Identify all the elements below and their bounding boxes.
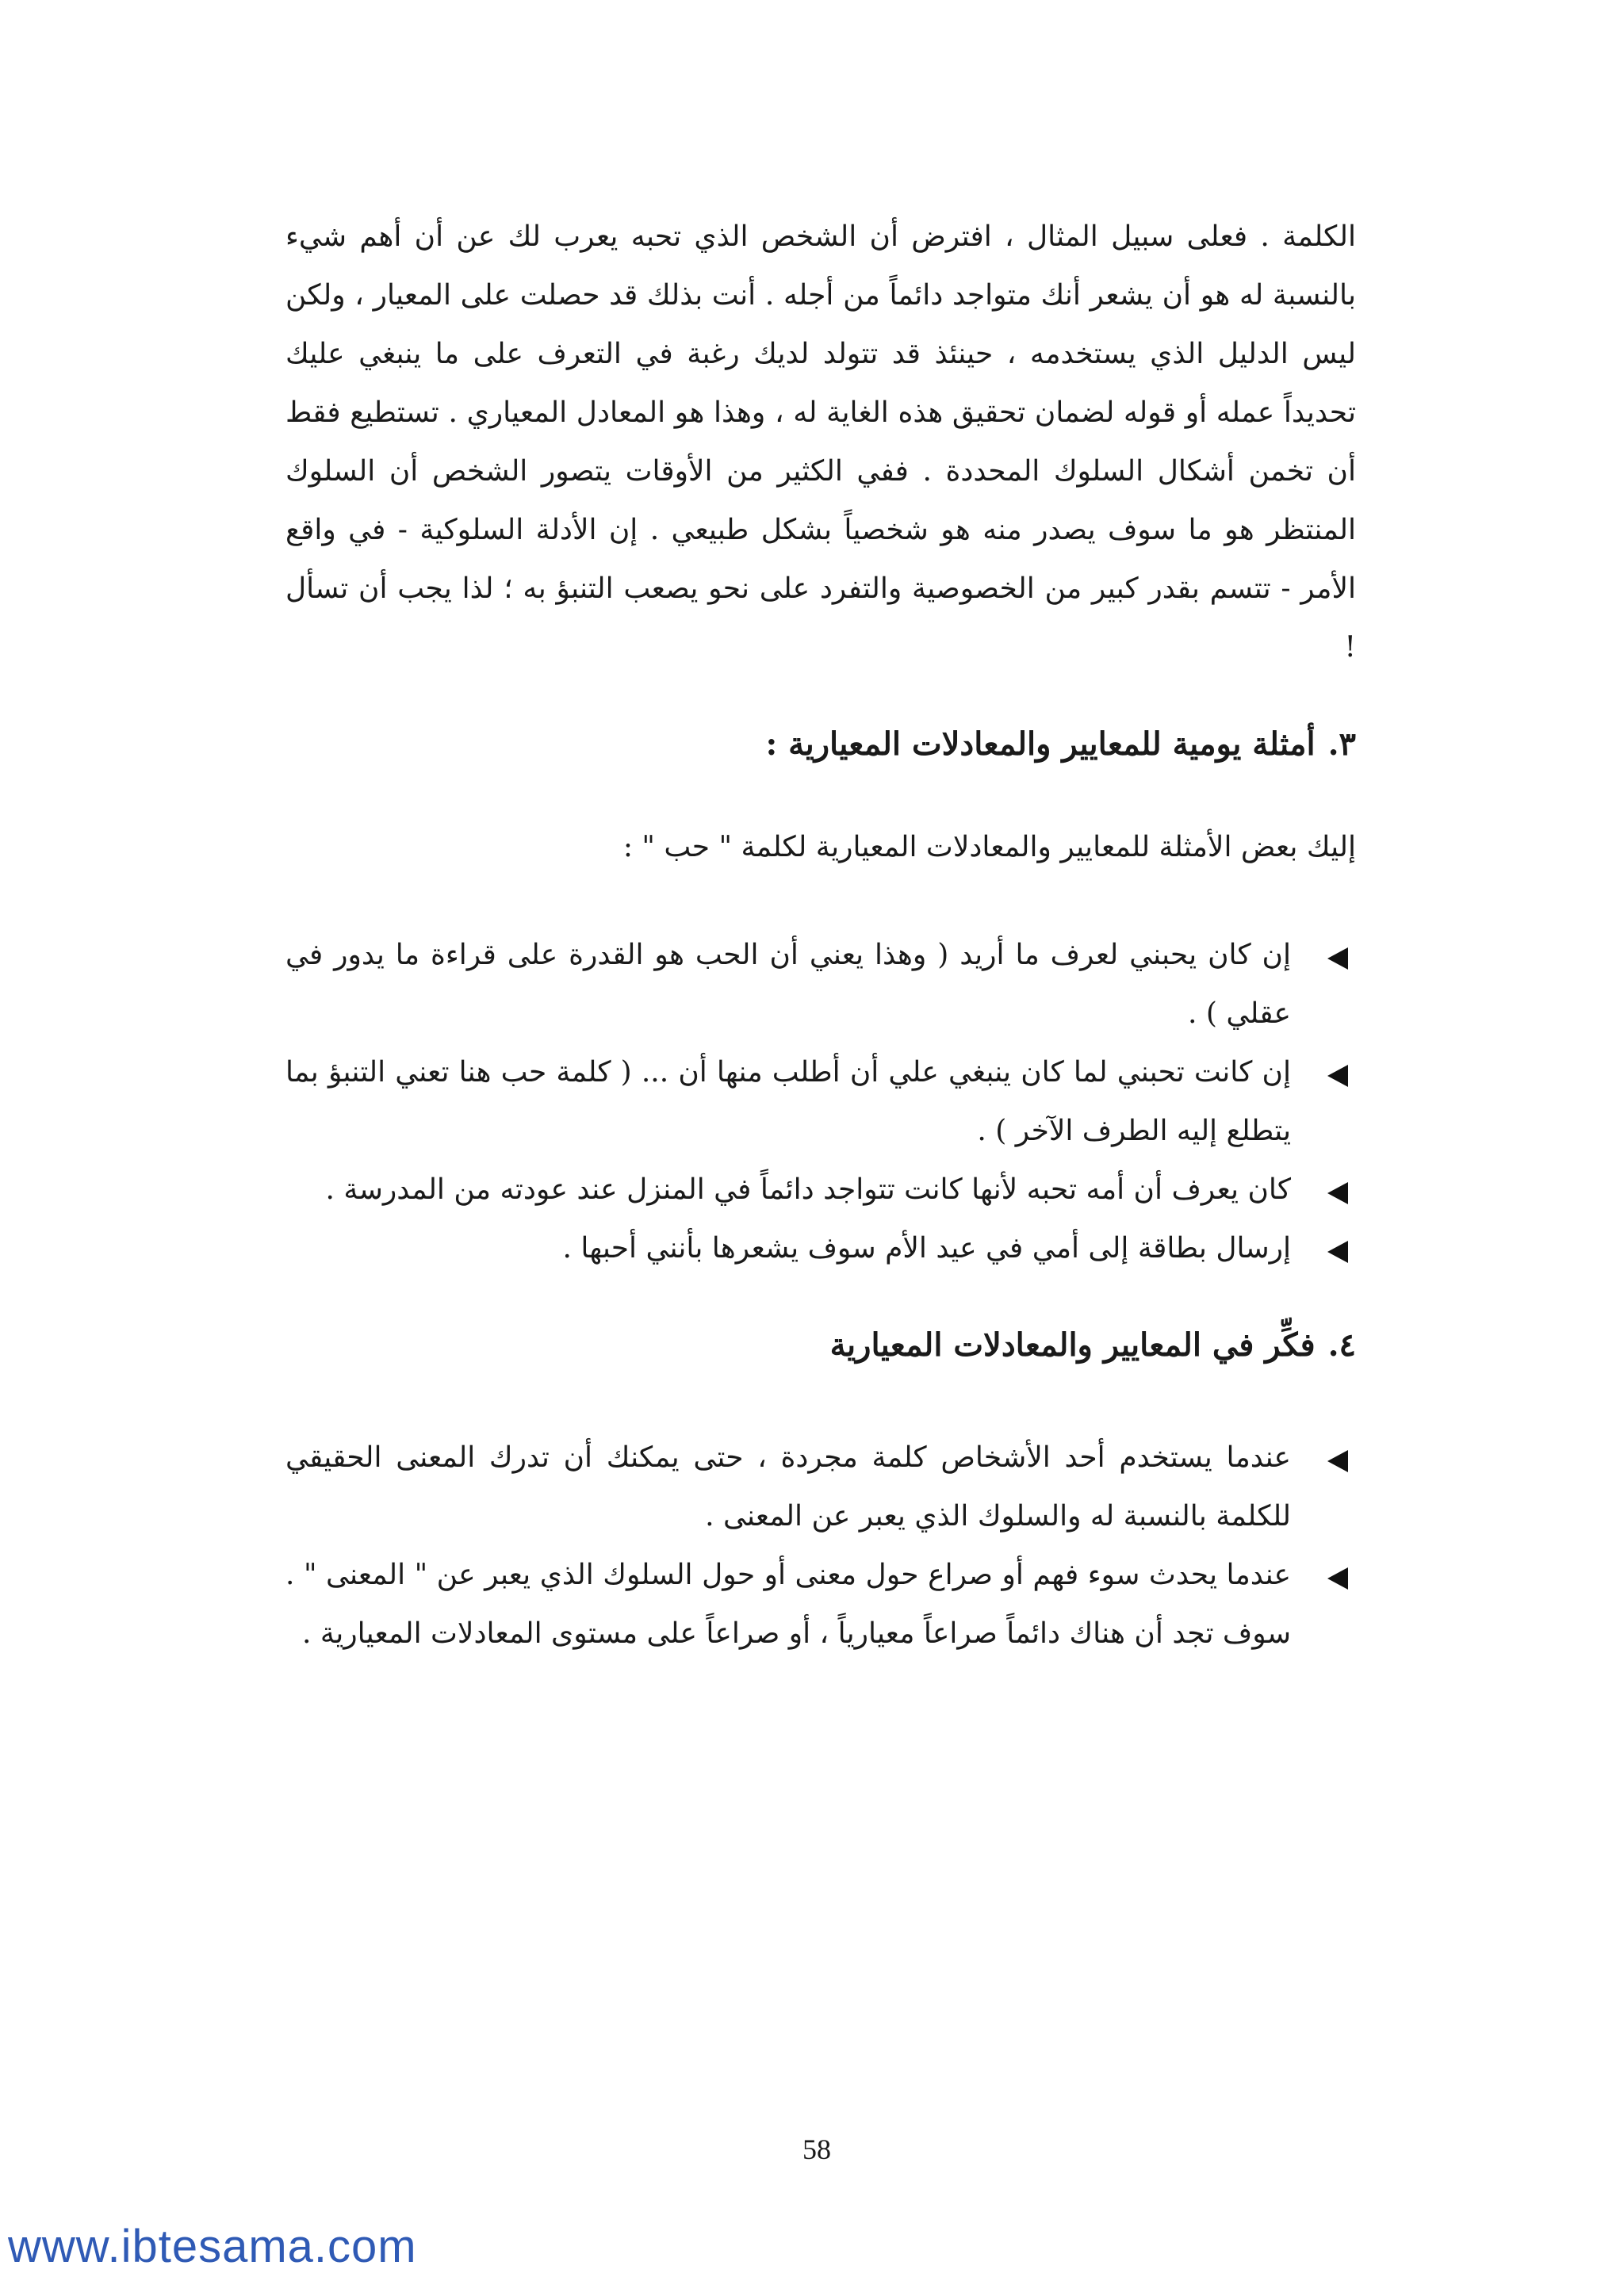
list-item [285,1219,1356,1278]
bullet-text: إن كان يحبني لعرف ما أريد ( وهذا يعني أن الحب هو القدرة على قراءة ما يدور في عقلي ) . [285,939,1291,1030]
bullet-text: عندما يستخدم أحد الأشخاص كلمة مجردة ، حتى يمكنك أن تدرك المعنى الحقيقي للكلمة بالنسبة له والسلوك الذي يعبر عن المعنى . [285,1441,1291,1533]
section-4-bullet-list [285,1429,1356,1663]
watermark-url: www.ibtesama.com [8,2221,417,2272]
opening-paragraph: الكلمة . فعلى سبيل المثال ، افترض أن الشخص الذي تحبه يعرب لك عن أن أهم شيء بالنسبة له هو أن يشعر أنك متواجد دائماً من أجله . أنت بذلك قد حصلت على المعيار ، ولكن ليس الدليل الذي يستخدمه ، حينئذ قد تتولد لديك رغبة في التعرف على ما ينبغي عليك تحديداً عمله أو قوله لضمان تحقيق هذه الغاية له ، وهذا هو المعادل المعياري . تستطيع فقط أن تخمن أشكال السلوك المحددة . ففي الكثير من الأوقات يتصور الشخص أن السلوك المنتظر هو ما سوف يصدر منه هو شخصياً بشكل طبيعي . إن الأدلة السلوكية - في واقع الأمر - تتسم بقدر كبير من الخصوصية والتفرد على نحو يصعب التنبؤ به ؛ لذا يجب أن تسأل ! [285,220,1356,664]
triangle-left-icon [1327,1241,1348,1263]
triangle-left-icon [1327,947,1348,970]
page-number: 58 [802,2133,831,2165]
triangle-left-icon [1327,1065,1348,1087]
section-3-heading [285,717,1356,772]
section-3-bullet-list [285,926,1356,1278]
triangle-left-icon [1327,1567,1348,1590]
list-item [285,1429,1356,1546]
document-page [285,208,1356,1663]
section-4-title: فكِّر في المعايير والمعادلات المعيارية [829,1326,1316,1364]
list-item [285,1043,1356,1161]
section-3-intro: إليك بعض الأمثلة للمعايير والمعادلات المعيارية لكلمة " حب " : [622,831,1356,863]
section-3-number: ٣. [1327,725,1356,763]
list-item [285,1161,1356,1219]
section-4-heading [285,1318,1356,1373]
section-3-title: أمثلة يومية للمعايير والمعادلات المعيارية : [765,725,1316,763]
triangle-left-icon [1327,1182,1348,1204]
list-item [285,1546,1356,1663]
bullet-text: إن كانت تحبني لما كان ينبغي علي أن أطلب منها أن ... ( كلمة حب هنا تعني التنبؤ بما يتطلع إليه الطرف الآخر ) . [285,1056,1291,1147]
bullet-text: إرسال بطاقة إلى أمي في عيد الأم سوف يشعرها بأنني أحبها . [562,1232,1291,1265]
section-4-number: ٤. [1327,1326,1356,1364]
triangle-left-icon [1327,1450,1348,1472]
bullet-text: عندما يحدث سوء فهم أو صراع حول معنى أو حول السلوك الذي يعبر عن " المعنى " . سوف تجد أن هناك دائماً صراعاً معيارياً ، أو صراعاً على مستوى المعادلات المعيارية . [285,1559,1291,1650]
list-item [285,926,1356,1043]
bullet-text: كان يعرف أن أمه تحبه لأنها كانت تتواجد دائماً في المنزل عند عودته من المدرسة . [325,1173,1291,1206]
